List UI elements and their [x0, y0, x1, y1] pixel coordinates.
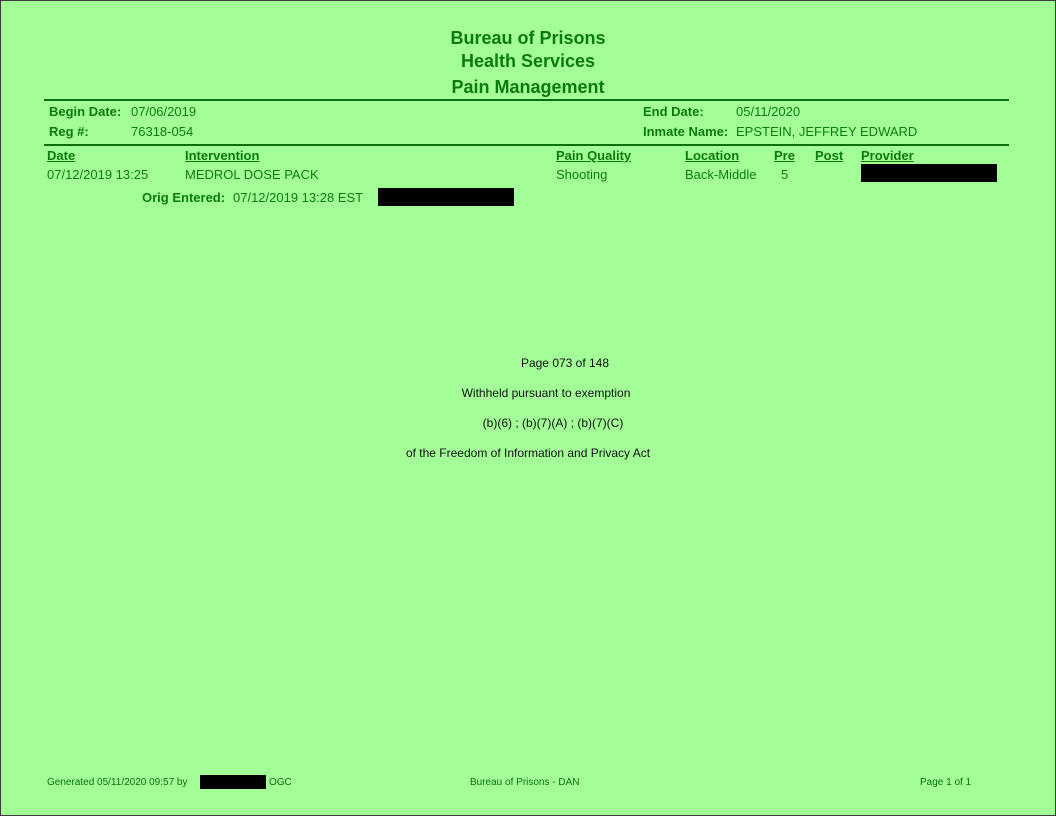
col-header-pre: Pre	[774, 148, 795, 163]
begin-date-value: 07/06/2019	[131, 104, 197, 119]
row-location: Back-Middle	[685, 167, 757, 182]
footer-redaction	[200, 775, 266, 789]
orig-entered-value: 07/12/2019 13:28 EST	[233, 190, 364, 205]
department-title: Health Services	[460, 51, 596, 71]
header-rule	[44, 99, 1009, 101]
col-header-location: Location	[685, 148, 740, 163]
col-header-pain-quality: Pain Quality	[556, 148, 632, 163]
footer-center: Bureau of Prisons - DAN	[470, 777, 580, 788]
end-date-label: End Date:	[643, 104, 704, 119]
col-header-provider: Provider	[861, 148, 914, 163]
row-intervention: MEDROL DOSE PACK	[185, 167, 319, 182]
footer-page: Page 1 of 1	[920, 777, 972, 788]
inmate-name-value: EPSTEIN, JEFFREY EDWARD	[736, 124, 918, 139]
row-pre: 5	[781, 167, 789, 182]
orig-entered-label: Orig Entered:	[142, 190, 226, 205]
col-header-date: Date	[47, 148, 76, 163]
footer-generated: Generated 05/11/2020 09:57 by	[47, 777, 188, 788]
reg-number-label: Reg #:	[49, 124, 89, 139]
end-date-value: 05/11/2020	[736, 104, 801, 119]
inmate-name-label: Inmate Name:	[643, 124, 729, 139]
agency-title: Bureau of Prisons	[450, 28, 606, 48]
provider-redaction	[861, 164, 997, 182]
reg-number-value: 76318-054	[131, 124, 194, 139]
orig-entered-redaction	[378, 188, 514, 206]
begin-date-label: Begin Date:	[49, 104, 122, 119]
row-date: 07/12/2019 13:25	[47, 167, 149, 182]
withheld-act: of the Freedom of Information and Privacy Act	[405, 446, 651, 460]
footer-ogc: OGC	[269, 777, 292, 788]
withheld-exemptions: (b)(6) ; (b)(7)(A) ; (b)(7)(C)	[482, 416, 624, 430]
col-header-intervention: Intervention	[185, 148, 260, 163]
report-title: Pain Management	[451, 77, 605, 97]
row-pain-quality: Shooting	[556, 167, 608, 182]
info-rule	[44, 144, 1009, 146]
withheld-page-number: Page 073 of 148	[520, 356, 610, 370]
withheld-notice: Withheld pursuant to exemption	[461, 386, 631, 400]
col-header-post: Post	[815, 148, 844, 163]
